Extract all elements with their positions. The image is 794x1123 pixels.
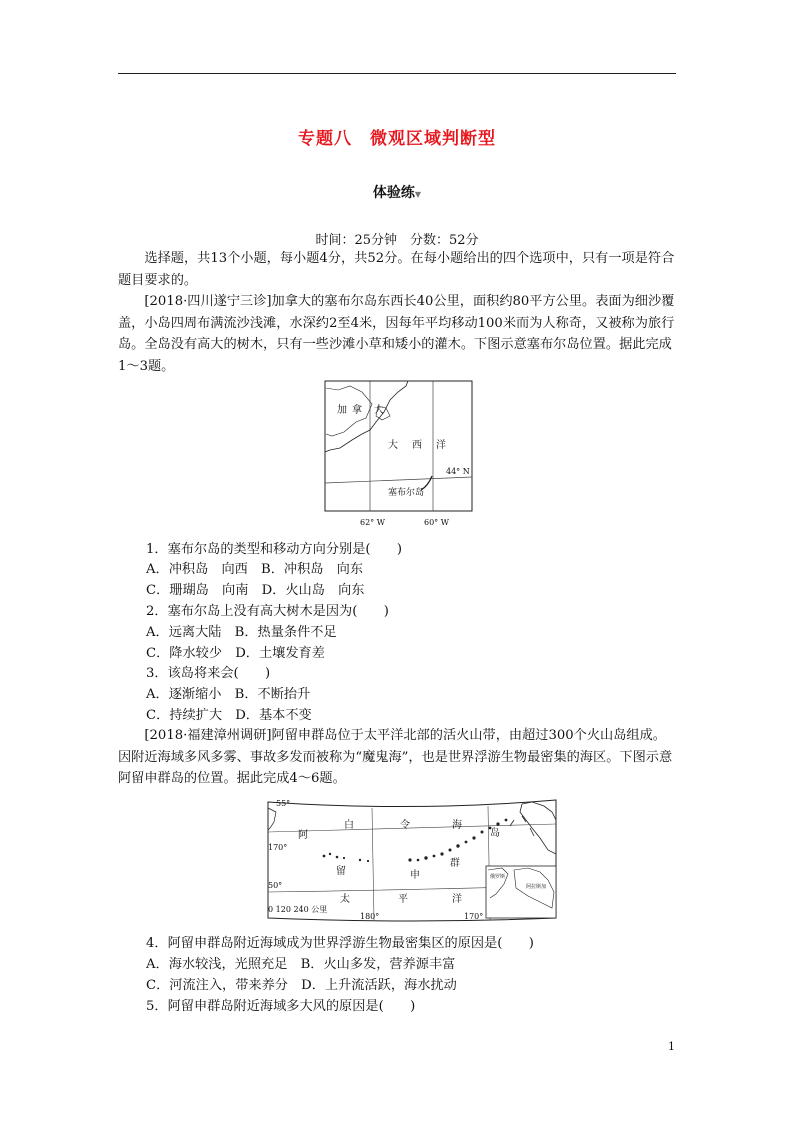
label-shen: 申	[410, 870, 420, 881]
question-4-stem: 4．阿留申群岛附近海域成为世界浮游生物最密集区的原因是( )	[146, 936, 534, 951]
question-1-stem: 1．塞布尔岛的类型和移动方向分别是( )	[146, 542, 403, 557]
question-3-stem: 3．该岛将来会( )	[146, 666, 271, 681]
label-tai: 太	[340, 894, 350, 905]
question-2	[146, 602, 389, 622]
label-atlantic-3: 洋	[436, 440, 446, 451]
label-ling: 令	[400, 820, 410, 831]
page-title: 专题八 微观区域判断型	[298, 129, 496, 149]
subtitle-text: 体验练	[372, 185, 415, 201]
passage-aleutian-islands: [2018·福建漳州调研]阿留申群岛位于太平洋北部的活火山带，由超过300个火山岛组成。因附近海域多风多雾、事故多发而被称为“魔鬼海”，也是世界浮游生物最密集的海区。下图示意阿留申群岛的位置。据此完成4～6题。	[118, 728, 673, 786]
label-longitude-170-left: 170°	[268, 843, 288, 852]
label-ping: 平	[398, 894, 408, 905]
question-4-options-cd: C．河流注入，带来养分 D．上升流活跃，海水扰动	[146, 978, 457, 993]
label-latitude-44n: 44° N	[446, 467, 470, 476]
question-2-options-ab: A．远离大陆 B．热量条件不足	[146, 625, 337, 640]
label-latitude-50: 50°	[268, 881, 283, 890]
label-hai: 海	[452, 820, 462, 831]
section-subtitle	[0, 182, 794, 202]
label-sable-island: 塞布尔岛	[388, 488, 425, 498]
instructions-paragraph: 选择题，共13个小题，每小题4分，共52分。在每小题给出的四个选项中，只有一项是符合题目要求的。	[118, 251, 675, 288]
sable-island-map	[318, 378, 478, 530]
label-a: 阿	[298, 830, 308, 841]
question-3	[146, 664, 270, 684]
question-4-options-ab: A．海水较浅，光照充足 B．火山多发，营养源丰富	[146, 957, 456, 972]
question-4	[146, 934, 534, 954]
aleutian-islands-map	[264, 798, 560, 924]
question-2-stem: 2．塞布尔岛上没有高大树木是因为( )	[146, 604, 389, 619]
label-longitude-60w: 60° W	[424, 518, 449, 527]
label-atlantic-2: 西	[412, 440, 422, 451]
label-longitude-170-bottom: 170°	[464, 912, 484, 921]
label-bai: 白	[344, 820, 354, 831]
label-atlantic-1: 大	[388, 440, 398, 451]
question-1	[146, 540, 402, 560]
page-number: 1	[668, 1040, 675, 1053]
question-3-options-cd: C．持续扩大 D．基本不变	[146, 708, 312, 723]
label-qun: 群	[450, 858, 460, 869]
label-yang: 洋	[452, 894, 462, 905]
header-rule	[118, 73, 676, 74]
label-canada-2: 拿	[352, 405, 362, 416]
question-1-options-cd: C．珊瑚岛 向南 D．火山岛 向东	[146, 583, 365, 598]
label-inset-russia: 俄罗斯	[490, 874, 506, 880]
label-liu: 留	[336, 866, 346, 877]
label-canada-3: 大	[374, 405, 384, 416]
question-5-stem: 5．阿留申群岛附近海域多大风的原因是( )	[146, 999, 416, 1014]
question-3-options-ab: A．逐渐缩小 B．不断抬升	[146, 687, 311, 702]
question-1-options-ab: A．冲积岛 向西 B．冲积岛 向东	[146, 562, 364, 577]
question-5	[146, 997, 415, 1017]
label-latitude-55: 55°	[276, 799, 291, 808]
question-2-options-cd: C．降水较少 D．土壤发育差	[146, 646, 325, 661]
triangle-marker-icon: ▼	[414, 190, 422, 199]
time-score-line: 时间：25分钟 分数：52分	[315, 233, 479, 248]
label-canada-1: 加	[337, 405, 347, 416]
label-longitude-180: 180°	[360, 912, 380, 921]
passage-sable-island: [2018·四川遂宁三诊]加拿大的塞布尔岛东西长40公里，面积约80平方公里。表面为细沙覆盖，小岛四周布满流沙浅滩，水深约2至4米，因每年平均移动100米而为人称奇，又被称为旅行岛。全岛没有高大的树木，只有一些沙滩小草和矮小的灌木。下图示意塞布尔岛位置。据此完成1～3题。	[118, 294, 675, 374]
label-dao: 岛	[490, 828, 500, 839]
label-scale-bar: 0 120 240 公里	[268, 905, 328, 914]
label-inset-alaska: 阿拉斯加	[526, 884, 547, 890]
label-longitude-62w: 62° W	[360, 518, 385, 527]
